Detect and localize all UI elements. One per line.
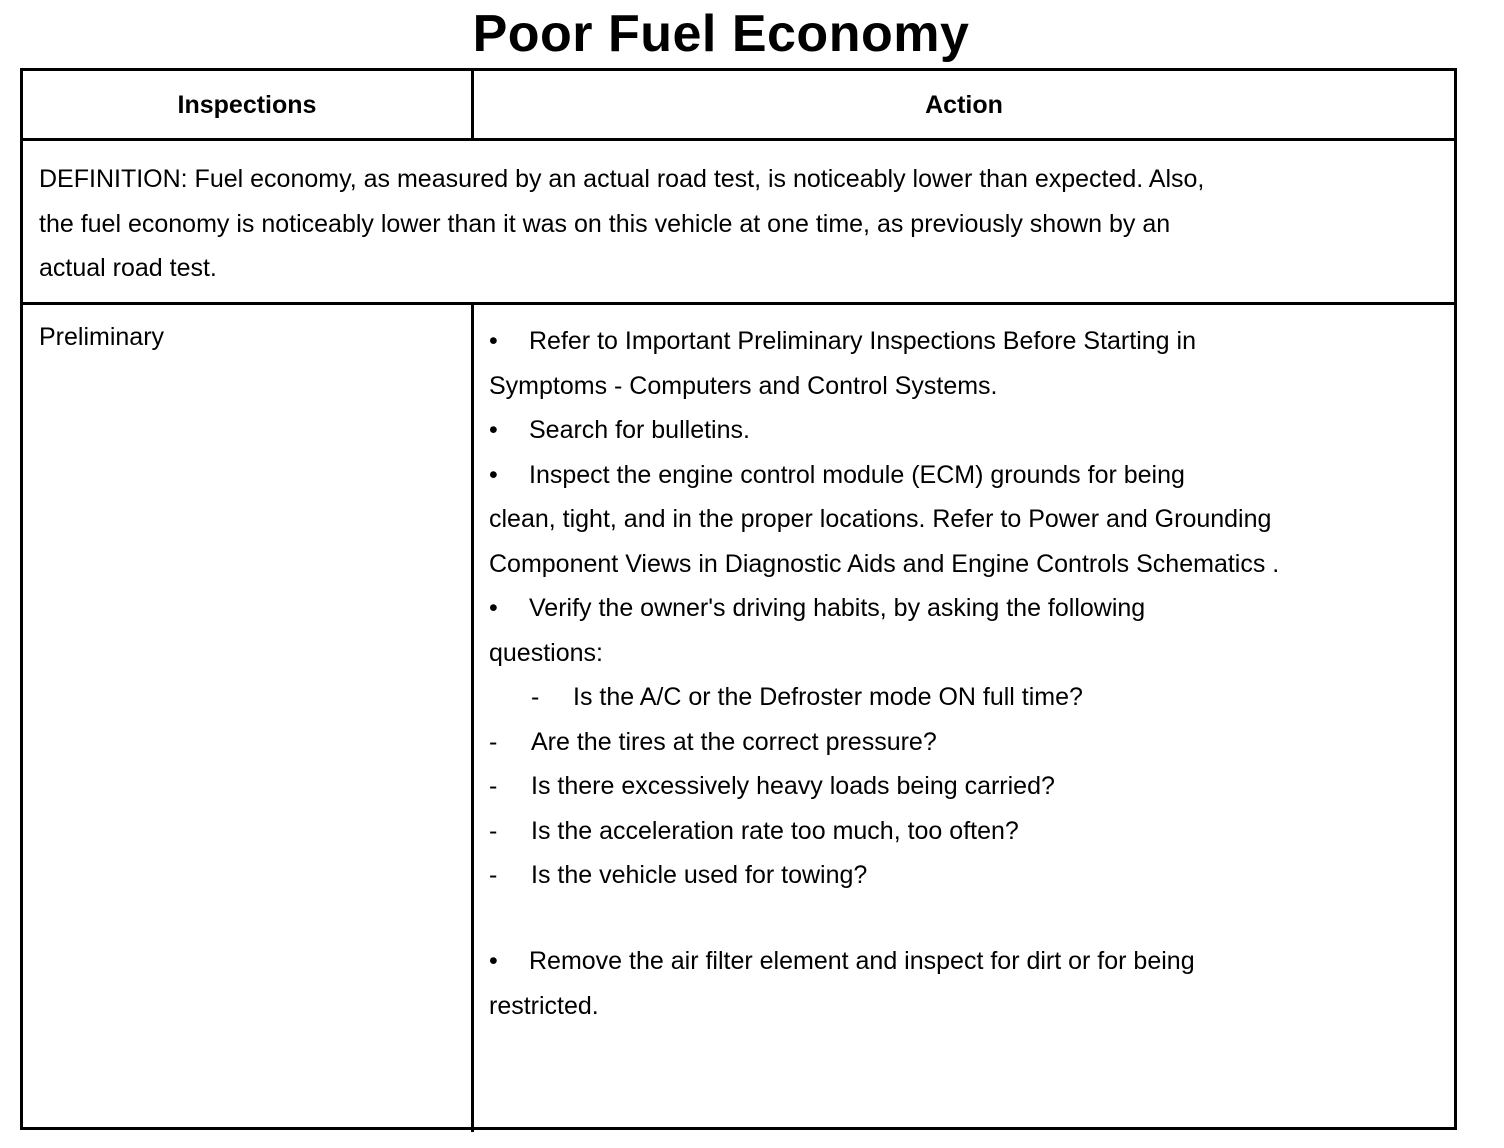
list-item: • Search for bulletins. [489,416,750,444]
definition-line: DEFINITION: Fuel economy, as measured by an actual road test, is noticeably lower than expected. Also, [39,165,1205,193]
list-item-continuation: Symptoms - Computers and Control Systems. [489,372,998,400]
list-item: • Inspect the engine control module (ECM) grounds for being [489,461,1185,489]
inspection-preliminary: Preliminary [39,323,165,351]
dash: - [489,728,498,756]
list-item-continuation: restricted. [489,992,599,1020]
question-item: - Is the acceleration rate too much, too often? [489,817,1019,845]
bullet: • [489,327,498,355]
row-divider [23,138,1454,141]
row-divider [23,302,1454,305]
column-divider [471,71,474,139]
question-item: - Is the vehicle used for towing? [489,861,868,889]
bullet: • [489,594,498,622]
diagnostic-table [20,68,1457,1130]
question-item: - Is the A/C or the Defroster mode ON full time? [531,683,1083,711]
bullet: • [489,947,498,975]
column-divider [471,302,474,1132]
list-item: • Refer to Important Preliminary Inspections Before Starting in [489,327,1196,355]
bullet: • [489,461,498,489]
dash: - [531,683,540,711]
header-action: Action [925,90,1003,119]
dash: - [489,861,498,889]
page-title: Poor Fuel Economy [472,5,970,63]
list-item-continuation: Component Views in Diagnostic Aids and Engine Controls Schematics . [489,550,1280,578]
list-item: • Remove the air filter element and inspect for dirt or for being [489,947,1195,975]
question-item: - Is there excessively heavy loads being carried? [489,772,1055,800]
definition-line: actual road test. [39,254,217,282]
definition-line: the fuel economy is noticeably lower than it was on this vehicle at one time, as previously shown by an [39,209,1171,238]
list-item-continuation: clean, tight, and in the proper locations. Refer to Power and Grounding [489,505,1272,533]
header-inspections: Inspections [177,90,317,119]
bullet: • [489,416,498,444]
dash: - [489,772,498,800]
list-item-continuation: questions: [489,639,603,667]
definition-text [39,157,1419,291]
dash: - [489,817,498,845]
list-item: • Verify the owner's driving habits, by asking the following [489,594,1146,622]
question-item: - Are the tires at the correct pressure? [489,728,937,756]
